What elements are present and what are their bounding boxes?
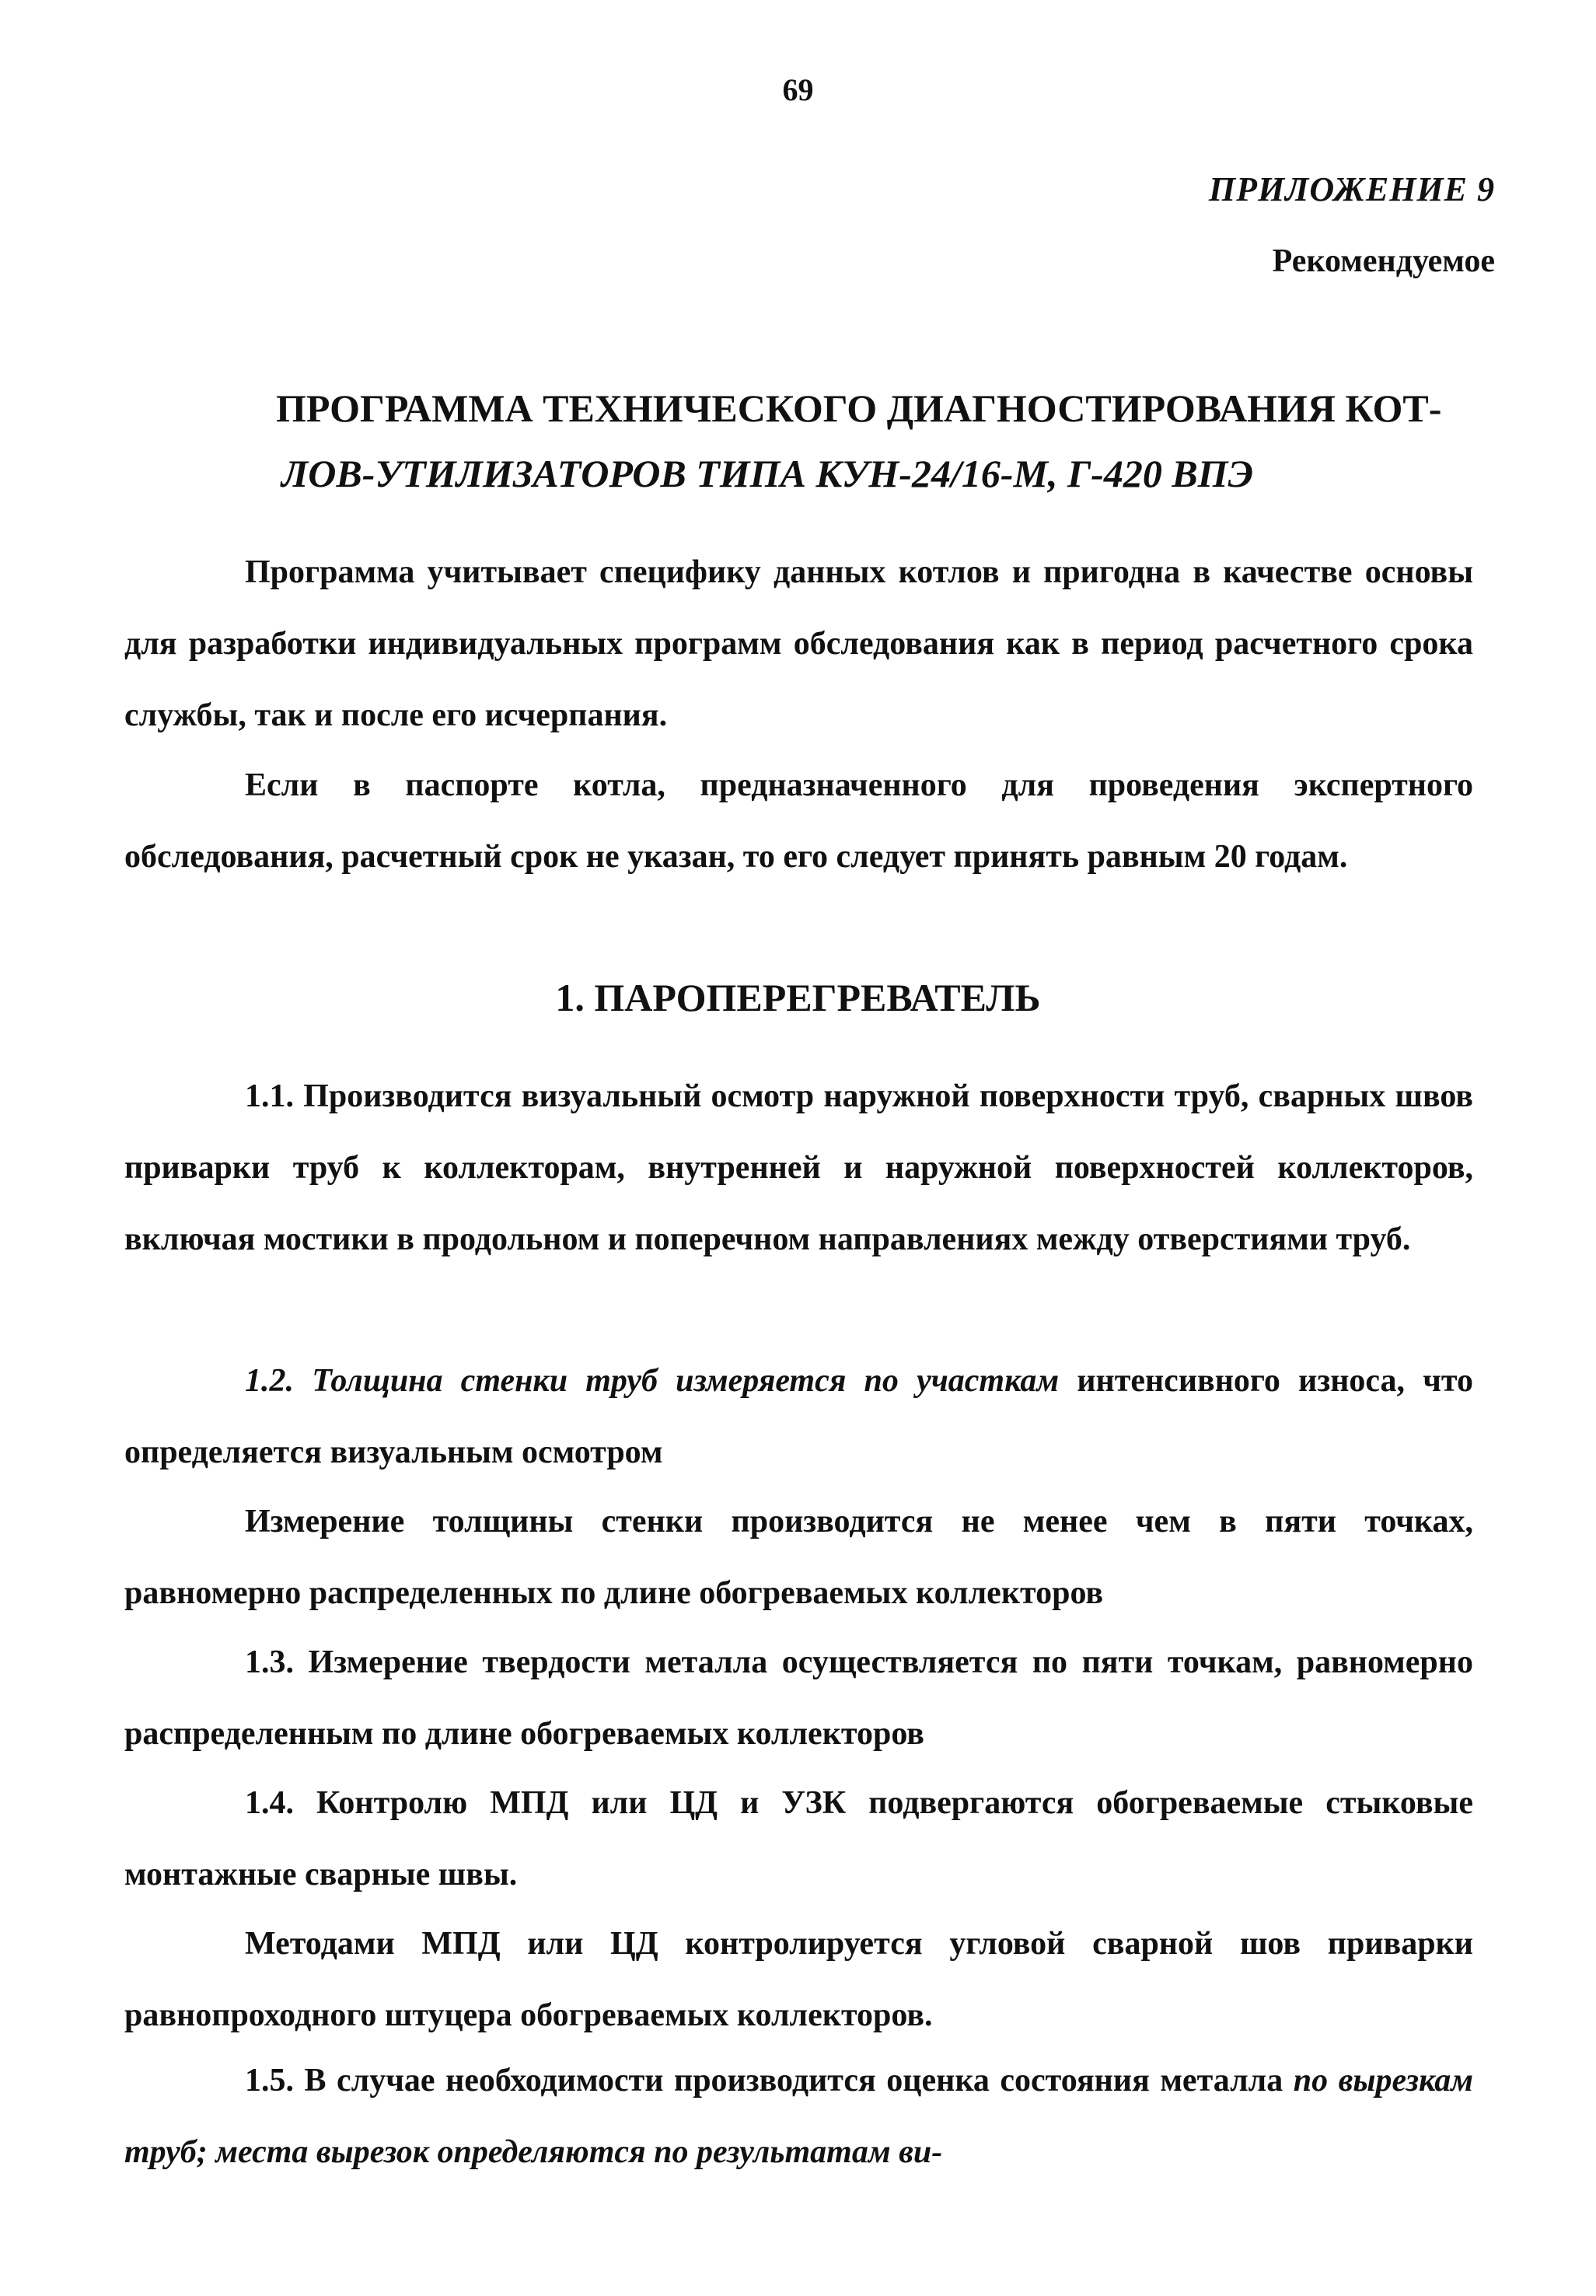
item-1-1: 1.1. Производится визуальный осмотр наружной поверхности труб, сварных швов приварки труб к коллекторам, внутренней и наружной поверхностей коллекторов, включая мостики в продольном и поперечном направлениях между отверстиями труб. [124, 1078, 1473, 1257]
item-1-2-rest: интенсивного износа, что определяется визуальным осмотром [124, 1363, 1474, 1470]
title-line-2: ЛОВ-УТИЛИЗАТОРОВ ТИПА КУН-24/16-М, Г-420 ВПЭ [281, 452, 1254, 495]
page-number: 69 [782, 72, 814, 107]
item-1-2-measurement: Измерение толщины стенки производится не менее чем в пяти точках, равномерно распределенных по длине обогреваемых коллекторов [124, 1504, 1473, 1611]
title-line-1: ПРОГРАММА ТЕХНИЧЕСКОГО ДИАГНОСТИРОВАНИЯ КОТ- [276, 386, 1442, 430]
item-1-5-end: по вырезкам труб; места вырезок определяются по результатам ви- [124, 2063, 1473, 2170]
appendix-label: ПРИЛОЖЕНИЕ 9 [1208, 170, 1495, 208]
item-1-4: 1.4. Контролю МПД или ЦД и УЗК подвергаются обогреваемые стыковые монтажные сварные швы. [124, 1785, 1473, 1892]
intro-paragraph-2: Если в паспорте котла, предназначенного для проведения экспертного обследования, расчетный срок не указан, то его следует принять равным 20 годам. [124, 767, 1473, 875]
item-1-5 [124, 2045, 1473, 2188]
item-1-2-lead: 1.2. Толщина стенки труб измеряется по участкам [245, 1363, 1060, 1399]
item-1-2 [124, 1345, 1473, 1488]
item-1-4-methods: Методами МПД или ЦД контролируется угловой сварной шов приварки равнопроходного штуцера обогреваемых коллекторов. [124, 1926, 1473, 2033]
item-1-5-start: 1.5. В случае необходимости производится оценка состояния металла [245, 2063, 1294, 2099]
item-1-3: 1.3. Измерение твердости металла осуществляется по пяти точкам, равномерно распределенным по длине обогреваемых коллекторов [124, 1644, 1473, 1752]
intro-paragraph-1: Программа учитывает специфику данных котлов и пригодна в качестве основы для разработки индивидуальных программ обследования как в период расчетного срока службы, так и после его исчерпания. [124, 554, 1473, 733]
section-heading: 1. ПАРОПЕРЕГРЕВАТЕЛЬ [555, 976, 1041, 1019]
recommended-label: Рекомендуемое [1272, 243, 1495, 279]
